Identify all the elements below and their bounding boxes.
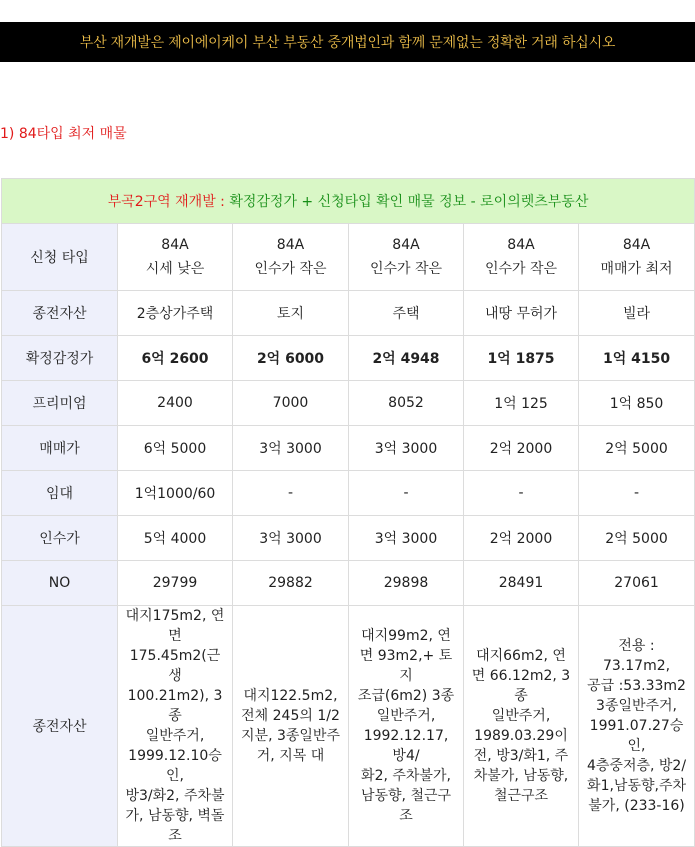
detail-line: 1991.07.27승인, (589, 718, 684, 754)
detail-cell (464, 606, 579, 847)
takeover-cell: 5억 4000 (118, 516, 233, 561)
detail-line: 공급 :53.33m2 (587, 678, 686, 694)
detail-line: 대지175m2, 연면 (125, 608, 225, 644)
row-label-asset: 종전자산 (2, 291, 118, 336)
sale-cell: 2억 2000 (464, 426, 579, 471)
sale-cell: 2억 5000 (579, 426, 695, 471)
detail-line: 1999.12.10승인, (128, 748, 222, 784)
top-banner (0, 22, 695, 62)
detail-line: 방3/화2, 주차불 (125, 788, 225, 804)
takeover-cell: 3억 3000 (233, 516, 349, 561)
sale-cell: 6억 5000 (118, 426, 233, 471)
no-cell: 28491 (464, 561, 579, 606)
detail-line: 1992.12.17, 방4/ (363, 728, 449, 764)
detail-line: 남동향, 철근구 (360, 788, 452, 804)
takeover-cell: 2억 2000 (464, 516, 579, 561)
table-row-asset (2, 291, 695, 336)
rent-cell: - (349, 471, 464, 516)
no-cell: 29882 (233, 561, 349, 606)
detail-cell (233, 606, 349, 847)
rent-cell: - (579, 471, 695, 516)
asset-cell: 내땅 무허가 (464, 291, 579, 336)
premium-cell: 8052 (349, 381, 464, 426)
row-label-rent: 임대 (2, 471, 118, 516)
takeover-cell: 2억 5000 (579, 516, 695, 561)
detail-cell (579, 606, 695, 847)
detail-line: 대지99m2, 연 (361, 628, 451, 644)
section-title: 1) 84타입 최저 매물 (0, 126, 127, 142)
sale-cell: 3억 3000 (349, 426, 464, 471)
detail-line: 일반주거, (376, 708, 436, 724)
rent-cell: - (464, 471, 579, 516)
sale-cell: 3억 3000 (233, 426, 349, 471)
detail-line: 거, 지목 대 (256, 748, 325, 764)
premium-cell: 1억 850 (579, 381, 695, 426)
takeover-cell: 3억 3000 (349, 516, 464, 561)
appraisal-cell: 2억 4948 (349, 336, 464, 381)
detail-line: 조급(6m2) 3종 (357, 688, 455, 704)
detail-line: 면 93m2,+ 토지 (359, 648, 453, 684)
detail-line: 철근구조 (493, 788, 549, 804)
type-cell: 84A 인수가 작은 (233, 224, 349, 291)
asset-cell: 2층상가주택 (118, 291, 233, 336)
detail-line: 175.45m2(근생 (129, 648, 221, 684)
listing-table (1, 178, 695, 847)
premium-cell: 7000 (233, 381, 349, 426)
detail-line: 3종일반주거, (596, 698, 678, 714)
detail-line: 조 (399, 808, 413, 824)
type-cell: 84A 인수가 작은 (349, 224, 464, 291)
row-label-sale: 매매가 (2, 426, 118, 471)
appraisal-cell: 1억 1875 (464, 336, 579, 381)
appraisal-cell: 2억 6000 (233, 336, 349, 381)
detail-cell (349, 606, 464, 847)
asset-cell: 빌라 (579, 291, 695, 336)
detail-line: 면 66.12m2, 3종 (471, 668, 571, 704)
premium-cell: 2400 (118, 381, 233, 426)
type-cell: 84A 인수가 작은 (464, 224, 579, 291)
detail-line: 대지66m2, 연 (476, 648, 566, 664)
row-label-detail: 종전자산 (2, 606, 118, 847)
detail-line: 화2, 주차불가, (361, 768, 451, 784)
no-cell: 29898 (349, 561, 464, 606)
detail-line: 조 (168, 828, 182, 844)
asset-cell: 주택 (349, 291, 464, 336)
table-row-takeover (2, 516, 695, 561)
rent-cell: - (233, 471, 349, 516)
detail-line: 대지122.5m2, (243, 688, 338, 704)
table-title-row (2, 179, 695, 224)
detail-line: 가, 남동향, 벽돌 (125, 808, 225, 824)
table-row-type (2, 224, 695, 291)
table-row-sale (2, 426, 695, 471)
row-label-takeover: 인수가 (2, 516, 118, 561)
premium-cell: 1억 125 (464, 381, 579, 426)
detail-line: 전체 245의 1/2 (241, 708, 340, 724)
type-cell: 84A 매매가 최저 (579, 224, 695, 291)
table-title-area: 부곡2구역 재개발 : (107, 194, 230, 210)
detail-line: 1989.03.29이 (474, 728, 568, 744)
detail-line: 불가, (233-16) (588, 798, 685, 814)
table-row-premium (2, 381, 695, 426)
detail-line: 100.21m2), 3종 (127, 688, 223, 724)
detail-line: 차불가, 남동향, (473, 768, 569, 784)
no-cell: 29799 (118, 561, 233, 606)
row-label-no: NO (2, 561, 118, 606)
table-row-detail (2, 606, 695, 847)
detail-line: 전, 방3/화1, 주 (473, 748, 569, 764)
table-title-info: 확정감정가 + 신청타입 확인 매물 정보 - 로이의렛츠부동산 (229, 194, 589, 210)
table-row-no (2, 561, 695, 606)
appraisal-cell: 6억 2600 (118, 336, 233, 381)
detail-line: 4층중저층, 방2/ (586, 758, 687, 774)
row-label-type: 신청 타입 (2, 224, 118, 291)
table-title (2, 179, 695, 224)
table-row-rent (2, 471, 695, 516)
detail-line: 일반주거, (145, 728, 205, 744)
banner-text: 부산 재개발은 제이에이케이 부산 부동산 중개법인과 함께 문제없는 정확한 거래 하십시오 (79, 35, 616, 51)
row-label-premium: 프리미엄 (2, 381, 118, 426)
row-label-appraisal: 확정감정가 (2, 336, 118, 381)
detail-line: 화1,남동향,주차 (587, 778, 686, 794)
detail-line: 일반주거, (491, 708, 551, 724)
appraisal-cell: 1억 4150 (579, 336, 695, 381)
detail-line: 지분, 3종일반주 (241, 728, 340, 744)
table-row-appraisal (2, 336, 695, 381)
asset-cell: 토지 (233, 291, 349, 336)
rent-cell: 1억1000/60 (118, 471, 233, 516)
type-cell: 84A 시세 낮은 (118, 224, 233, 291)
detail-line: 전용 : 73.17m2, (602, 638, 671, 674)
detail-cell (118, 606, 233, 847)
no-cell: 27061 (579, 561, 695, 606)
